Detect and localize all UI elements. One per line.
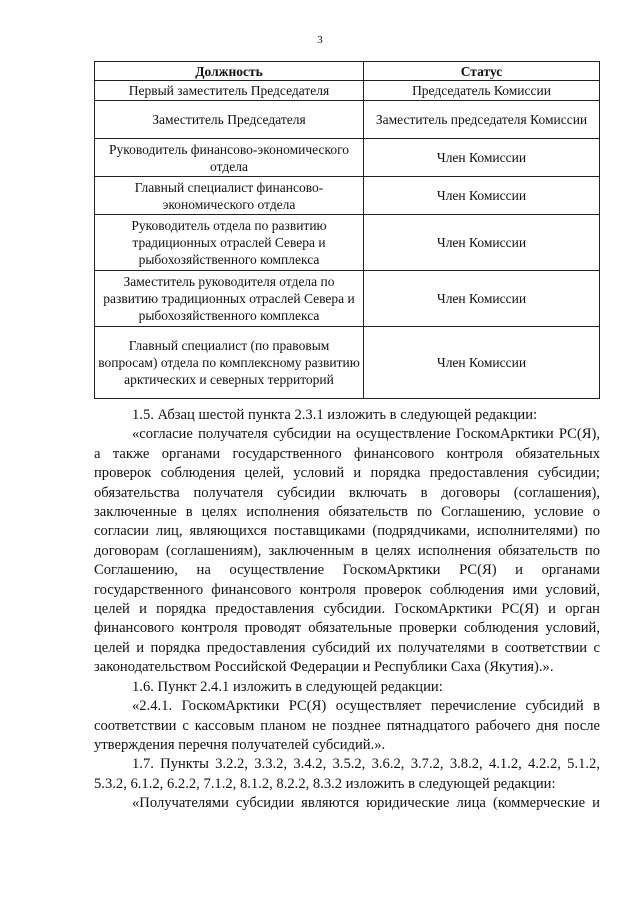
table-header-row xyxy=(95,62,600,81)
cell-position: Руководитель отдела по развитию традиционных отраслей Севера и рыбохозяйственного комплекса xyxy=(95,215,364,271)
table-row xyxy=(95,271,600,327)
cell-status: Заместитель председателя Комиссии xyxy=(364,101,600,139)
document-body xyxy=(94,406,600,814)
paragraph-1-5: 1.5. Абзац шестой пункта 2.3.1 изложить в следующей редакции: xyxy=(132,407,538,423)
cell-status: Член Комиссии xyxy=(364,177,600,215)
page-number: 3 xyxy=(317,34,323,46)
cell-position: Первый заместитель Председателя xyxy=(95,81,364,101)
cell-status: Член Комиссии xyxy=(364,271,600,327)
cell-position: Главный специалист (по правовым вопросам) отдела по комплексному развитию арктических и северных территорий xyxy=(95,327,364,399)
cell-status: Член Комиссии xyxy=(364,327,600,399)
table-row xyxy=(95,101,600,139)
cell-position: Главный специалист финансово-экономического отдела xyxy=(95,177,364,215)
table-row xyxy=(95,139,600,177)
table-row xyxy=(95,215,600,271)
cell-position: Заместитель Председателя xyxy=(95,101,364,139)
cell-status: Член Комиссии xyxy=(364,215,600,271)
paragraph-1-6: 1.6. Пункт 2.4.1 изложить в следующей редакции: xyxy=(132,678,443,695)
header-status: Статус xyxy=(364,62,600,81)
paragraph-1-6-quote: «2.4.1. ГоскомАрктики РС(Я) осуществляет перечисление субсидий в соответствии с кассовым планом не позднее пятнадцатого рабочего дня после утверждения перечня получателей субсидий.». xyxy=(94,698,600,753)
cell-position: Заместитель руководителя отдела по развитию традиционных отраслей Севера и рыбохозяйственного комплекса xyxy=(95,271,364,327)
cell-position: Руководитель финансово-экономического отдела xyxy=(95,139,364,177)
cell-status: Член Комиссии xyxy=(364,139,600,177)
cell-status: Председатель Комиссии xyxy=(364,81,600,101)
commission-composition-table xyxy=(94,61,600,399)
table-row xyxy=(95,327,600,399)
paragraph-1-7: 1.7. Пункты 3.2.2, 3.3.2, 3.4.2, 3.5.2, 3.6.2, 3.7.2, 3.8.2, 4.1.2, 4.2.2, 5.1.2, 5.3.2, 6.1.2, 6.2.2, 7.1.2, 8.1.2, 8.2.2, 8.3.2 изложить в следующей редакции: xyxy=(94,756,600,792)
table-row xyxy=(95,177,600,215)
paragraph-1-7-quote: «Получателями субсидии являются юридические лица (коммерческие и xyxy=(132,795,600,812)
paragraph-1-5-quote: «согласие получателя субсидии на осуществление ГоскомАрктики РС(Я), а также органами государственного финансового контроля обязательных проверок соблюдения целей, условий и порядка предоставления субсидии; обязательства получателя субсидии включать в договоры (соглашения), заключенные в целях исполнения обязательств по Соглашению, условие о согласии лиц, являющихся поставщиками (подрядчиками, исполнителями) по договорам (соглашениям), заключенным в целях исполнения обязательств по Соглашению, на осуществление ГоскомАрктики РС(Я) и органами государственного финансового контроля проверок соблюдения ими условий, целей и порядка предоставления субсидии. ГоскомАрктики РС(Я) и орган финансового контроля проводят обязательные проверки соблюдения условий, целей и порядка предоставления субсидий их получателями в соответствии с законодательством Российской Федерации и Республики Саха (Якутия).». xyxy=(94,426,600,676)
table-row xyxy=(95,81,600,101)
header-position: Должность xyxy=(95,62,364,81)
